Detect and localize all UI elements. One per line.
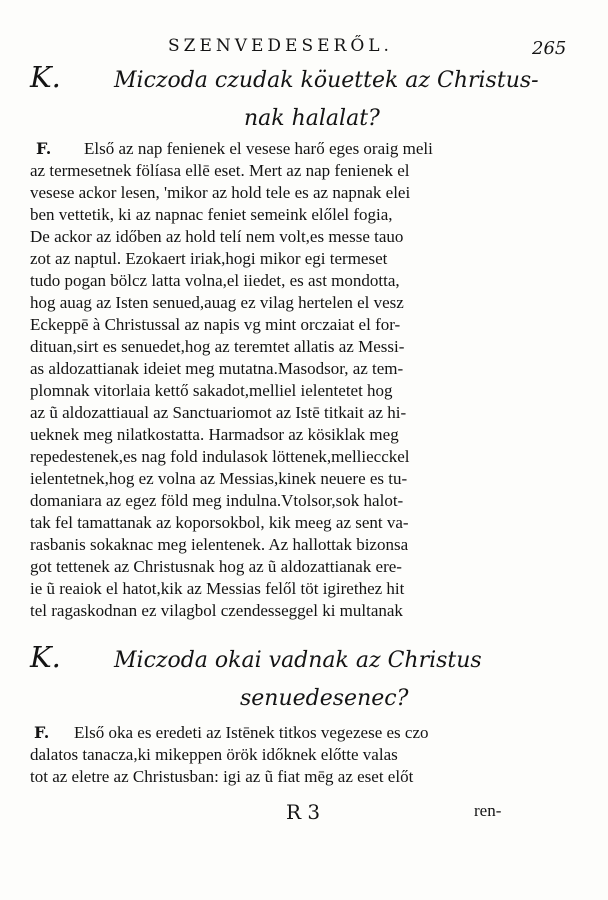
answer-1-line: domaniara az egez föld meg indulna.Vtolsor,sok halot- xyxy=(30,491,404,510)
page-number: 265 xyxy=(532,38,567,59)
running-head: SZENVEDESERŐL. xyxy=(168,36,393,56)
question-2-title-line-2: senuedesenec? xyxy=(240,686,409,711)
catchword: ren- xyxy=(474,801,502,820)
answer-1-line: ielentetnek,hog ez volna az Messias,kinek neuere es tu- xyxy=(30,469,408,488)
answer-1-line: tel ragaskodnan ez vilagbol czendesseggel ki multanak xyxy=(30,601,403,620)
answer-1-line: plomnak vitorlaia kettő sakadot,melliel ielentetet hog xyxy=(30,381,393,400)
answer-1-line: repedestenek,es nag fold indulasok löttenek,melliecckel xyxy=(30,447,410,466)
answer-1-line: as aldozattianak ideiet meg mutatna.Masodsor, az tem- xyxy=(30,359,404,378)
answer-2-line: tot az eletre az Christusban: igi az ũ fiat mēg az eset előt xyxy=(30,767,414,786)
answer-1-line: vesese ackor lesen, 'mikor az hold tele es az napnak elei xyxy=(30,183,411,202)
answer-1-mark: F. xyxy=(36,139,52,158)
answer-1-line: rasbanis sokaknac meg ielentenek. Az hallottak bizonsa xyxy=(30,535,409,554)
answer-1-line: hog auag az Isten senued,auag ez vilag hertelen el vesz xyxy=(30,293,404,312)
question-2-mark: K. xyxy=(30,640,61,674)
answer-1-line: zot az naptul. Ezokaert iriak,hogi mikor egi termeset xyxy=(30,249,388,268)
answer-1-line: ie ũ reaiok el hatot,kik az Messias felől töt igirethez hit xyxy=(30,579,405,598)
answer-1-line: tak fel tamattanak az koporsokbol, kik meeg az sent va- xyxy=(30,513,409,532)
answer-1-line: Eckeppē à Christussal az napis vg mint orczaiat el for- xyxy=(30,315,401,334)
question-1-title-line-1: Miczoda czudak köuettek az Christus- xyxy=(114,68,539,93)
answer-1-line: az termesetnek fölíasa ellē eset. Mert az nap fenienek el xyxy=(30,161,410,180)
answer-1-line: az ũ aldozattiaual az Sanctuariomot az Istē titkait az hi- xyxy=(30,403,407,422)
answer-1-line: got tettenek az Christusnak hog az ũ aldozattianak ere- xyxy=(30,557,402,576)
signature-mark: R 3 xyxy=(286,800,321,824)
question-2-title-line-1: Miczoda okai vadnak az Christus xyxy=(114,648,482,673)
answer-1-line: ben vettetik, ki az napnac feniet semeink előlel fogia, xyxy=(30,205,393,224)
answer-2-mark: F. xyxy=(34,723,50,742)
answer-1-line: dituan,sirt es senuedet,hog az teremtet allatis az Messi- xyxy=(30,337,405,356)
answer-1-line: tudo pogan bölcz latta volna,el iiedet, es ast mondotta, xyxy=(30,271,400,290)
question-1-mark: K. xyxy=(30,60,61,94)
answer-1-line: ueknek meg nilatkostatta. Harmadsor az kösiklak meg xyxy=(30,425,399,444)
question-1-title-line-2: nak halalat? xyxy=(244,106,380,131)
answer-2-line: dalatos tanacza,ki mikeppen örök időknek előtte valas xyxy=(30,745,398,764)
answer-2-line: Első oka es eredeti az Istēnek titkos vegezese es czo xyxy=(74,723,429,742)
answer-1-line: Első az nap fenienek el vesese harő eges oraig meli xyxy=(84,139,433,158)
answer-1-line: De ackor az időben az hold telí nem volt,es messe tauo xyxy=(30,227,404,246)
